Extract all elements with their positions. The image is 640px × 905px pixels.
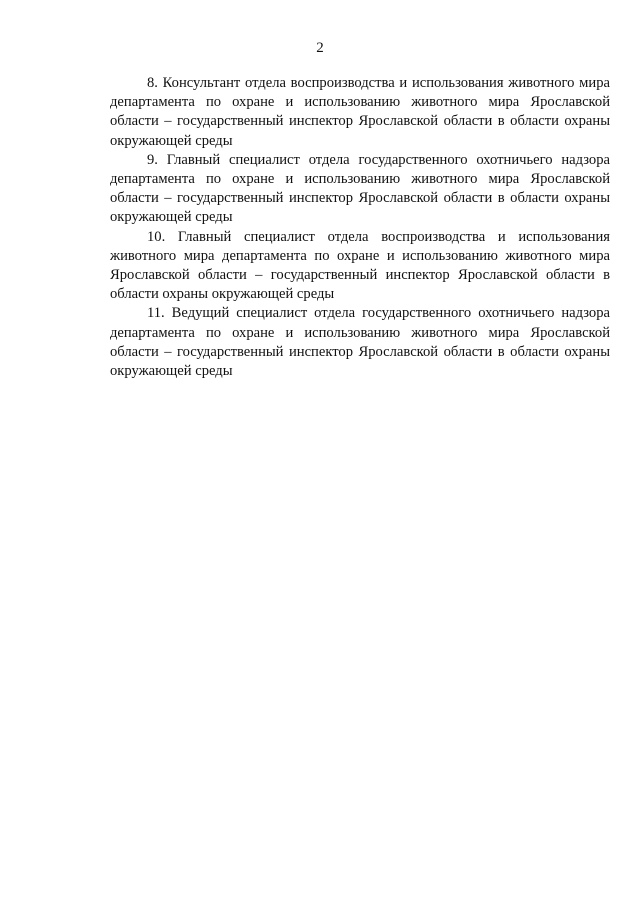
page-number: 2: [316, 40, 324, 56]
list-item: 10. Главный специалист отдела воспроизводства и использования животного мира департамента по охране и использованию животного мира Ярославской области – государственный инспектор Ярославской области в области охраны окружающей среды: [110, 228, 610, 303]
list-item: 8. Консультант отдела воспроизводства и использования животного мира департамента по охране и использованию животного мира Ярославской области – государственный инспектор Ярославской области в области охраны окружающей среды: [110, 75, 610, 149]
list-item: 11. Ведущий специалист отдела государственного охотничьего надзора департамента по охране и использованию животного мира Ярославской области – государственный инспектор Ярославской области в области охраны окружающей среды: [110, 305, 610, 380]
list-item: 9. Главный специалист отдела государственного охотничьего надзора департамента по охране и использованию животного мира Ярославской области – государственный инспектор Ярославской области в области охраны окружающей среды: [110, 151, 610, 226]
document-body: [110, 74, 610, 381]
